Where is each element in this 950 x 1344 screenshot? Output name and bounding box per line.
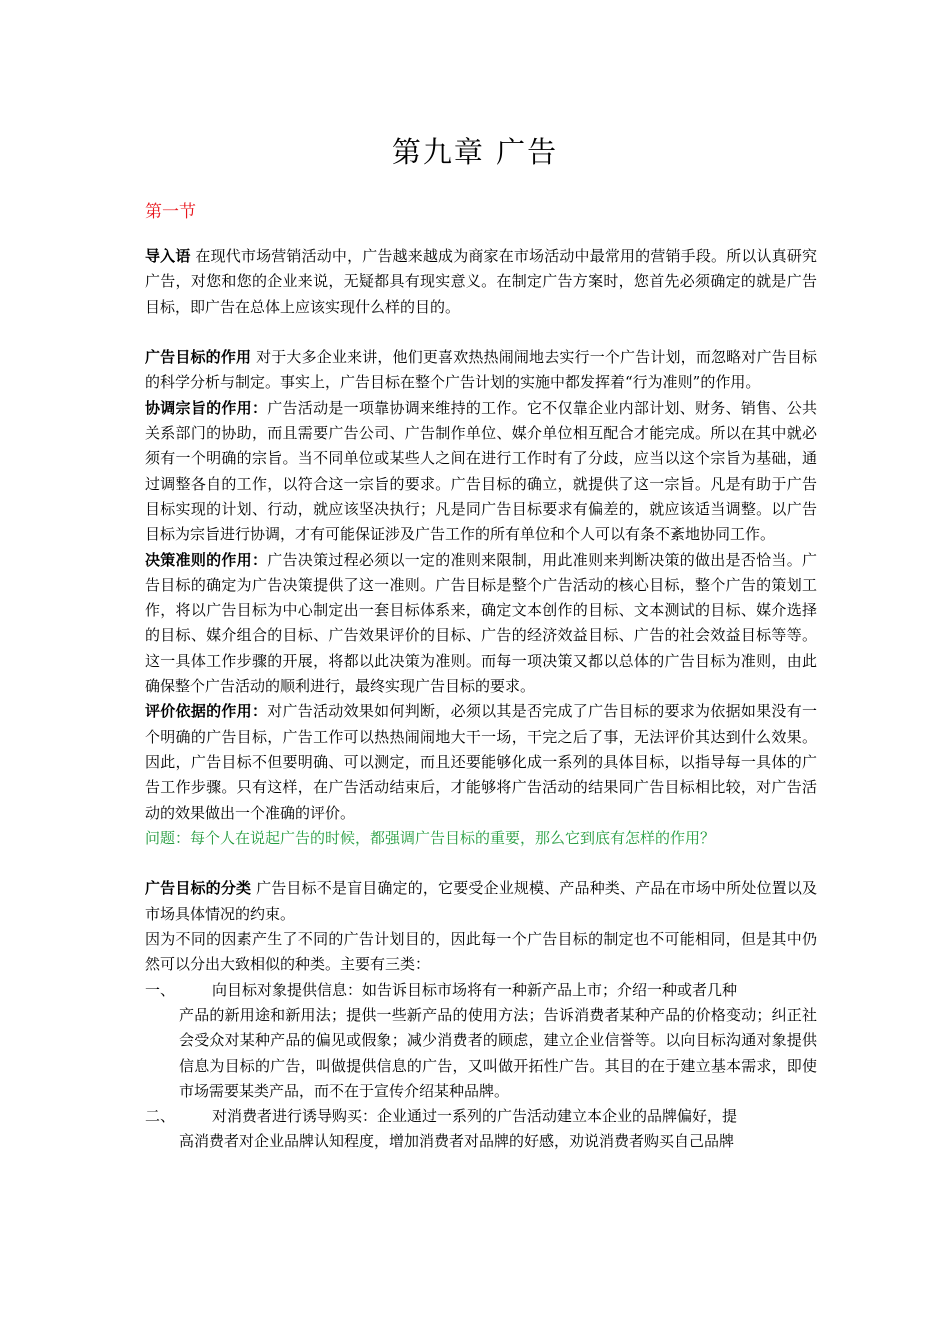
coordination-lead: 协调宗旨的作用： xyxy=(145,398,268,417)
decision-text: 广告决策过程必须以一定的准则来限制，用此准则来判断决策的做出是否恰当。广告目标的确定为广告决策提供了这一准则。广告目标是整个广告活动的核心目标，整个广告的策划工作，将以广告目标为中心制定出一套目标体系来，确定文本创作的目标、文本测试的目标、媒介选择的目标、媒介组合的目标、广告效果评价的目标、广告的经济效益目标、广告的社会效益目标等等。这一具体工作步骤的开展，将都以此决策为准则。而每一项决策又都以总体的广告目标为准则，由此确保整个广告活动的顺利进行，最终实现广告目标的要求。 xyxy=(145,550,817,696)
role-text: 对于大多企业来讲，他们更喜欢热热闹闹地去实行一个广告计划，而忽略对广告目标的科学分析与制定。事实上，广告目标在整个广告计划的实施中都发挥着“行为准则”的作用。 xyxy=(145,348,817,392)
evaluation-paragraph xyxy=(145,699,817,825)
classification-text: 广告目标不是盲目确定的，它要受企业规模、产品种类、产品在市场中所处位置以及市场具体情况的约束。 xyxy=(145,879,817,923)
classification-lead: 广告目标的分类 xyxy=(145,879,252,898)
intro-text: 在现代市场营销活动中，广告越来越成为商家在市场活动中最常用的营销手段。所以认真研究广告，对您和您的企业来说，无疑都具有现实意义。在制定广告方案时，您首先必须确定的就是广告目标，即广告在总体上应该实现什么样的目的。 xyxy=(145,247,817,316)
role-paragraph xyxy=(145,345,817,396)
coordination-text: 广告活动是一项靠协调来维持的工作。它不仅靠企业内部计划、财务、销售、公共关系部门的协助，而且需要广告公司、广告制作单位、媒介单位相互配合才能完成。所以在其中就必须有一个明确的宗旨。当不同单位或某些人之间在进行工作时有了分歧，应当以这个宗旨为基础，通过调整各自的工作，以符合这一宗旨的要求。广告目标的确立，就提供了这一宗旨。凡是有助于广告目标实现的计划、行动，就应该坚决执行；凡是同广告目标要求有偏差的，就应该适当调整。以广告目标为宗旨进行协调，才有可能保证涉及广告工作的所有单位和个人可以有条不紊地协同工作。 xyxy=(145,398,817,544)
role-lead: 广告目标的作用 xyxy=(145,348,252,367)
intro-lead: 导入语 xyxy=(145,247,191,265)
list-item xyxy=(145,1104,817,1155)
decision-paragraph xyxy=(145,548,817,700)
list-number: 一、 xyxy=(145,980,176,999)
list-item-first-line: 对消费者进行诱导购买：企业通过一系列的广告活动建立本企业的品牌偏好，提 xyxy=(212,1107,738,1126)
list-item xyxy=(145,978,817,1104)
blank-line xyxy=(145,320,817,345)
classification-paragraph xyxy=(145,876,817,927)
question-line: 问题：每个人在说起广告的时候，都强调广告目标的重要，那么它到底有怎样的作用？ xyxy=(145,828,716,847)
intro-paragraph xyxy=(145,244,817,320)
section-heading: 第一节 xyxy=(145,202,196,222)
blank-line xyxy=(145,851,817,876)
evaluation-lead: 评价依据的作用： xyxy=(145,702,268,721)
list-item-continuation: 高消费者对企业品牌认知程度，增加消费者对品牌的好感，劝说消费者购买自己品牌 xyxy=(179,1132,735,1151)
coordination-paragraph xyxy=(145,396,817,548)
evaluation-text: 对广告活动效果如何判断，必须以其是否完成了广告目标的要求为依据如果没有一个明确的广告目标，广告工作可以热热闹闹地大干一场，干完之后了事，无法评价其达到什么效果。因此，广告目标不但要明确、可以测定，而且还要能够化成一系列的具体目标，以指导每一具体的广告工作步骤。只有这样，在广告活动结束后，才能够将广告活动的结果同广告目标相比较，对广告活动的效果做出一个准确的评价。 xyxy=(145,702,817,822)
chapter-title: 第九章 广告 xyxy=(391,135,559,169)
list-item-continuation: 产品的新用途和新用法；提供一些新产品的使用方法；告诉消费者某种产品的价格变动；纠正社会受众对某种产品的偏见或假象；减少消费者的顾虑，建立企业信誉等。以向目标沟通对象提供信息为目标的广告，叫做提供信息的广告，又叫做开拓性广告。其目的在于建立基本需求，即使市场需要某类产品，而不在于宣传介绍某种品牌。 xyxy=(179,1005,817,1100)
decision-lead: 决策准则的作用： xyxy=(145,550,268,569)
classification-types-paragraph: 因为不同的因素产生了不同的广告计划目的，因此每一个广告目标的制定也不可能相同，但是其中仍然可以分出大致相似的种类。主要有三类： xyxy=(145,930,817,974)
list-item-first-line: 向目标对象提供信息：如告诉目标市场将有一种新产品上市；介绍一种或者几种 xyxy=(212,980,738,999)
list-number: 二、 xyxy=(145,1107,176,1126)
document-body xyxy=(145,244,817,1155)
